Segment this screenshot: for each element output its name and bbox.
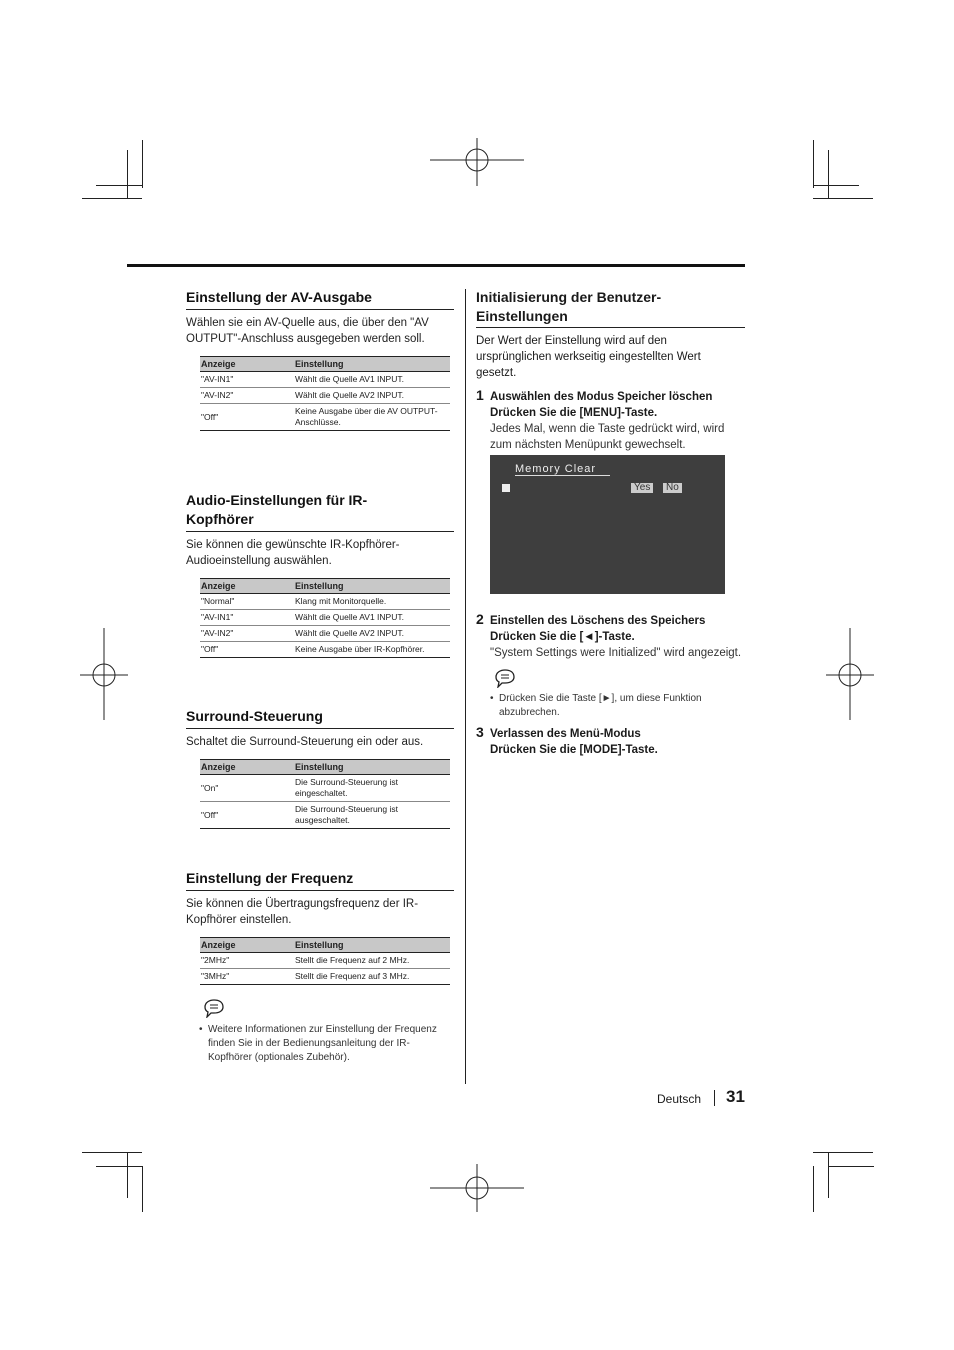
table-row [200, 372, 450, 388]
step-action: Drücken Sie die [MODE]-Taste. [490, 744, 658, 756]
crop-mark [813, 1152, 873, 1153]
step-action: Drücken Sie die [◄]-Taste. [490, 631, 635, 643]
table-cell: Wählt die Quelle AV2 INPUT. [294, 626, 450, 642]
section-title: Audio-Einstellungen für IR-Kopfhörer [186, 492, 368, 527]
note-bullet: • [490, 693, 494, 704]
table-cell: Keine Ausgabe über IR-Kopfhörer. [294, 642, 450, 658]
step-title: Einstellen des Löschens des Speichers [490, 615, 706, 627]
table-header: Einstellung [294, 760, 450, 775]
crop-mark [96, 185, 142, 186]
table-cell: "3MHz" [200, 969, 294, 985]
table-cell: Wählt die Quelle AV1 INPUT. [294, 372, 450, 388]
table-row [200, 610, 450, 626]
section-title: Initialisierung der Benutzer-Einstellungen [476, 289, 662, 324]
section-text: Sie können die Übertragungsfrequenz der IR-Kopfhörer einstellen. [186, 898, 419, 926]
table-cell: "On" [200, 775, 294, 802]
crop-mark [813, 185, 859, 186]
table-header: Anzeige [200, 760, 294, 775]
note-text: Weitere Informationen zur Einstellung der Frequenz finden Sie in der Bedienungsanleitung der IR-Kopfhörer (optionales Zubehör). [208, 1024, 437, 1063]
table-header: Anzeige [200, 357, 294, 372]
table-cell: "Off" [200, 802, 294, 829]
crop-mark [142, 1166, 143, 1212]
step-number-2: 2 [476, 611, 484, 627]
table-row [200, 953, 450, 969]
no-option[interactable]: No [663, 483, 682, 493]
table-cell: Wählt die Quelle AV2 INPUT. [294, 388, 450, 404]
crop-mark [82, 1152, 142, 1153]
section-text: Sie können die gewünschte IR-Kopfhörer-Audioeinstellung auswählen. [186, 539, 400, 567]
section-title: Einstellung der AV-Ausgabe [186, 288, 454, 310]
crop-mark [828, 1166, 874, 1167]
table-row [200, 626, 450, 642]
table-cell: Klang mit Monitorquelle. [294, 594, 450, 610]
column-divider [465, 289, 466, 1084]
section-title: Einstellung der Frequenz [186, 869, 454, 891]
table-row [200, 969, 450, 985]
table-cell: Stellt die Frequenz auf 3 MHz. [294, 969, 450, 985]
table-cell: "AV-IN1" [200, 610, 294, 626]
cursor-square-icon [502, 484, 510, 492]
section-frequency [186, 869, 454, 928]
table-cell: "Off" [200, 642, 294, 658]
section-rule [476, 327, 745, 328]
crop-mark [127, 1152, 128, 1198]
registration-mark-left [80, 628, 128, 720]
table-row [200, 775, 450, 802]
table-header: Anzeige [200, 938, 294, 953]
section-surround [186, 707, 454, 750]
table-row [200, 642, 450, 658]
note-bullet: • [199, 1024, 203, 1035]
table-cell: "Normal" [200, 594, 294, 610]
crop-mark [813, 1166, 814, 1212]
crop-mark [828, 1152, 829, 1198]
section-text: Schaltet die Surround-Steuerung ein oder aus. [186, 736, 424, 748]
page-number: 31 [726, 1087, 745, 1106]
registration-mark-bottom [430, 1164, 524, 1212]
crop-mark [813, 140, 814, 188]
footer-separator [714, 1090, 715, 1106]
section-text: Der Wert der Einstellung wird auf den ursprünglichen werkseitig eingestellten Wert gesetzt. [476, 335, 701, 379]
footer-language: Deutsch [657, 1092, 702, 1106]
crop-mark [828, 150, 829, 198]
step-3 [490, 726, 745, 758]
table-row [200, 802, 450, 829]
table-ir-headphone-audio [200, 578, 450, 658]
step-detail: Jedes Mal, wenn die Taste gedrückt wird, wird zum nächsten Menüpunkt gewechselt. [490, 423, 725, 451]
section-av-output [186, 288, 454, 347]
step-title: Auswählen des Modus Speicher löschen [490, 391, 713, 403]
note-icon [493, 668, 517, 688]
crop-mark [142, 140, 143, 188]
table-cell: "2MHz" [200, 953, 294, 969]
section-text: Wählen sie ein AV-Quelle aus, die über den "AV OUTPUT"-Anschluss ausgegeben werden soll. [186, 317, 429, 345]
step-number-1: 1 [476, 387, 484, 403]
screen-title: Memory Clear [515, 463, 610, 476]
table-header: Anzeige [200, 579, 294, 594]
table-cell: "Off" [200, 404, 294, 431]
table-header: Einstellung [294, 579, 450, 594]
header-rule [127, 264, 745, 267]
memory-clear-screen [490, 455, 725, 594]
section-ir-headphone-audio [186, 491, 454, 569]
step-title: Verlassen des Menü-Modus [490, 728, 641, 740]
step-1 [490, 389, 745, 453]
table-row [200, 594, 450, 610]
table-cell: Stellt die Frequenz auf 2 MHz. [294, 953, 450, 969]
table-cell: Die Surround-Steuerung ist eingeschaltet. [294, 775, 450, 802]
table-row [200, 388, 450, 404]
table-header: Einstellung [294, 938, 450, 953]
note-text: Drücken Sie die Taste [►], um diese Funktion abzubrechen. [499, 693, 702, 718]
step-action: Drücken Sie die [MENU]-Taste. [490, 407, 658, 419]
table-frequency [200, 937, 450, 985]
step-2 [490, 613, 745, 661]
registration-mark-top [430, 138, 524, 186]
step-number-3: 3 [476, 724, 484, 740]
table-surround [200, 759, 450, 829]
table-cell: Keine Ausgabe über die AV OUTPUT-Anschlüsse. [294, 404, 450, 431]
step-detail: "System Settings were Initialized" wird angezeigt. [490, 647, 742, 659]
crop-mark [82, 198, 142, 199]
table-av-output [200, 356, 450, 431]
table-cell: "AV-IN2" [200, 388, 294, 404]
crop-mark [813, 198, 873, 199]
table-row [200, 404, 450, 431]
table-cell: "AV-IN2" [200, 626, 294, 642]
crop-mark [96, 1166, 142, 1167]
yes-option[interactable]: Yes [631, 483, 653, 493]
table-header: Einstellung [294, 357, 450, 372]
section-rule [186, 531, 454, 532]
registration-mark-right [826, 628, 874, 720]
section-initialization [476, 288, 745, 381]
note-icon [202, 998, 226, 1018]
table-cell: Wählt die Quelle AV1 INPUT. [294, 610, 450, 626]
section-title: Surround-Steuerung [186, 707, 454, 729]
crop-mark [127, 150, 128, 198]
table-cell: "AV-IN1" [200, 372, 294, 388]
table-cell: Die Surround-Steuerung ist ausgeschaltet. [294, 802, 450, 829]
